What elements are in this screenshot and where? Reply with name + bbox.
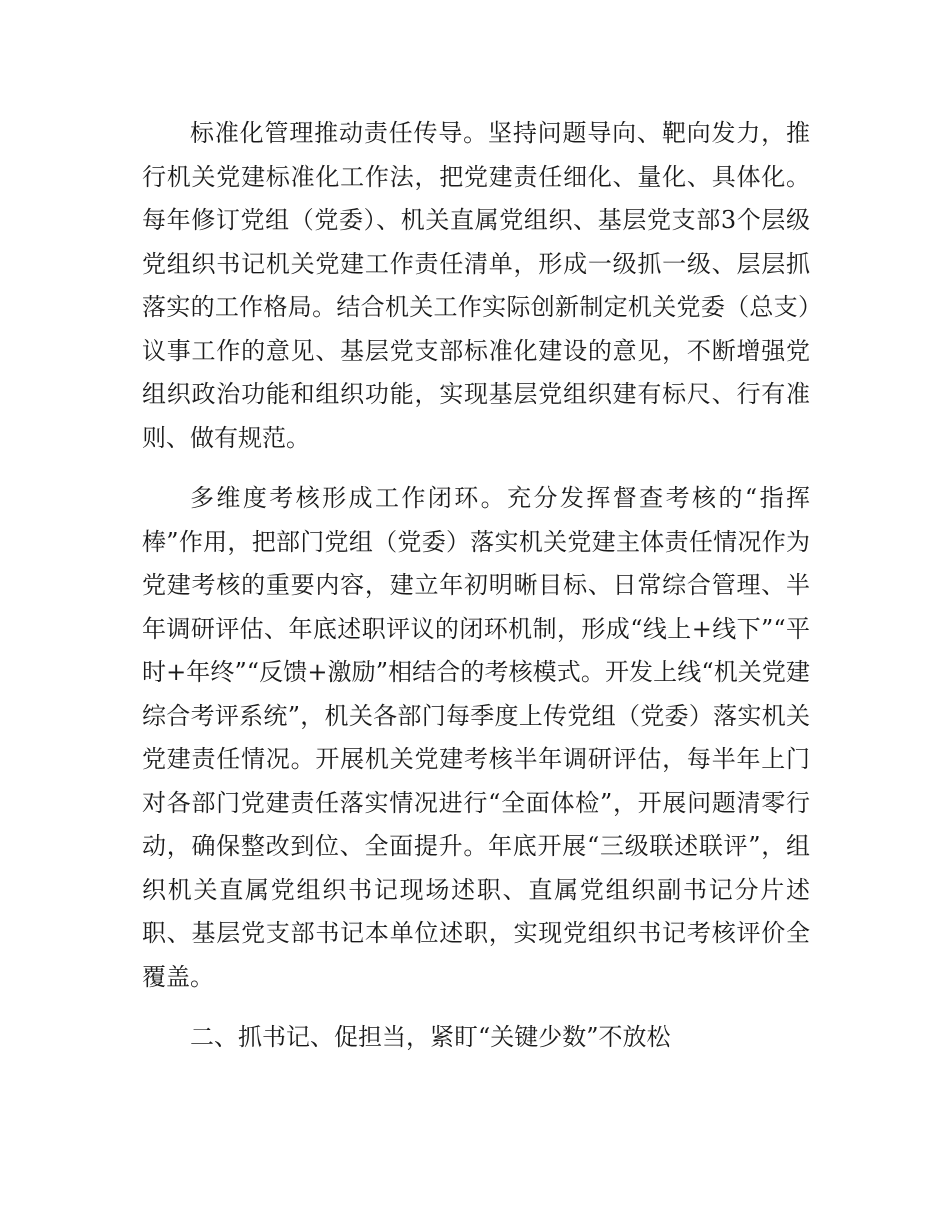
section-heading: 二、抓书记、促担当，紧盯“关键少数”不放松	[190, 1023, 671, 1051]
paragraph-multidimensional-assessment: 多维度考核形成工作闭环。充分发挥督查考核的“指挥棒”作用，把部门党组（党委）落实机关党建主体责任情况作为党建考核的重要内容，建立年初明晰目标、日常综合管理、半年调研评估、年底述职评议的闭环机制，形成“线上+线下”“平时+年终”“反馈+激励”相结合的考核模式。开发上线“机关党建综合考评系统”，机关各部门每季度上传党组（党委）落实机关党建责任情况。开展机关党建考核半年调研评估，每半年上门对各部门党建责任落实情况进行“全面体检”，开展问题清零行动，确保整改到位、全面提升。年底开展“三级联述联评”，组织机关直属党组织书记现场述职、直属党组织副书记分片述职、基层党支部书记本单位述职，实现党组织书记考核评价全覆盖。	[142, 484, 810, 991]
paragraph-standardized-management: 标准化管理推动责任传导。坚持问题导向、靶向发力，推行机关党建标准化工作法，把党建责任细化、量化、具体化。每年修订党组（党委）、机关直属党组织、基层党支部3个层级党组织书记机关党建工作责任清单，形成一级抓一级、层层抓落实的工作格局。结合机关工作实际创新制定机关党委（总支）议事工作的意见、基层党支部标准化建设的意见，不断增强党组织政治功能和组织功能，实现基层党组织建有标尺、行有准则、做有规范。	[142, 119, 810, 452]
document-body	[142, 112, 810, 1060]
